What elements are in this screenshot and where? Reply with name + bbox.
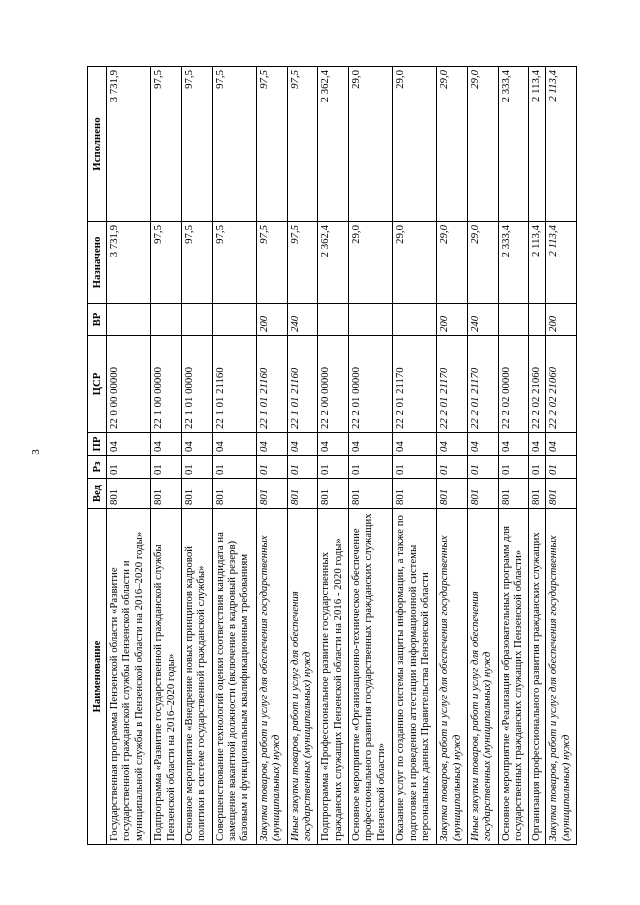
cell-rz: 01 bbox=[287, 456, 318, 479]
header-plan: Назначено bbox=[88, 222, 107, 304]
cell-csr: 22 1 01 00000 bbox=[181, 336, 212, 433]
cell-vr: 200 bbox=[546, 304, 577, 336]
header-vr: ВР bbox=[88, 304, 107, 336]
cell-done: 97,5 bbox=[181, 67, 212, 222]
cell-vr: 200 bbox=[437, 304, 468, 336]
cell-vr bbox=[318, 304, 349, 336]
cell-done: 97,5 bbox=[287, 67, 318, 222]
cell-ved: 801 bbox=[151, 479, 182, 509]
cell-ved: 801 bbox=[256, 479, 287, 509]
cell-name: Основное мероприятие «Внедрение новых принципов кадровой политики в системе государственной гражданской службы» bbox=[181, 509, 212, 845]
cell-plan: 2 362,4 bbox=[318, 222, 349, 304]
table-row bbox=[529, 67, 546, 845]
cell-plan: 97,5 bbox=[151, 222, 182, 304]
cell-rz: 01 bbox=[393, 456, 437, 479]
cell-done: 2 113,4 bbox=[529, 67, 546, 222]
table-row bbox=[318, 67, 349, 845]
cell-pr: 04 bbox=[393, 433, 437, 456]
cell-plan: 2 333,4 bbox=[498, 222, 529, 304]
header-csr: ЦСР bbox=[88, 336, 107, 433]
cell-name: Совершенствование технологий оценки соответствия кандидата на замещение вакантной должности (включение в кадровый резерв) базовым и функциональным квалификационным требованиям bbox=[212, 509, 256, 845]
header-ved: Вед bbox=[88, 479, 107, 509]
cell-vr bbox=[181, 304, 212, 336]
cell-csr: 22 2 02 21060 bbox=[529, 336, 546, 433]
cell-ved: 801 bbox=[107, 479, 151, 509]
cell-done: 29,0 bbox=[468, 67, 499, 222]
cell-done: 3 731,9 bbox=[107, 67, 151, 222]
cell-vr bbox=[529, 304, 546, 336]
cell-pr: 04 bbox=[181, 433, 212, 456]
cell-pr: 04 bbox=[468, 433, 499, 456]
cell-vr: 200 bbox=[256, 304, 287, 336]
cell-plan: 97,5 bbox=[287, 222, 318, 304]
rotated-table-wrapper bbox=[87, 67, 577, 845]
cell-rz: 01 bbox=[437, 456, 468, 479]
cell-name: Иные закупки товаров, работ и услуг для обеспечения государственных (муниципальных) нужд bbox=[287, 509, 318, 845]
cell-name: Закупка товаров, работ и услуг для обеспечения государственных (муниципальных) нужд bbox=[437, 509, 468, 845]
cell-done: 29,0 bbox=[393, 67, 437, 222]
cell-rz: 01 bbox=[468, 456, 499, 479]
cell-pr: 04 bbox=[318, 433, 349, 456]
budget-table bbox=[87, 66, 577, 845]
cell-vr: 240 bbox=[468, 304, 499, 336]
cell-done: 97,5 bbox=[256, 67, 287, 222]
cell-csr: 22 2 02 00000 bbox=[498, 336, 529, 433]
cell-name: Иные закупки товаров, работ и услуг для обеспечения государственных (муниципальных) нужд bbox=[468, 509, 499, 845]
table-row bbox=[107, 67, 151, 845]
cell-rz: 01 bbox=[107, 456, 151, 479]
cell-name: Подпрограмма «Профессиональное развитие государственных гражданских служащих Пензенской области на 2016 - 2020 годы» bbox=[318, 509, 349, 845]
table-row bbox=[468, 67, 499, 845]
table-row bbox=[212, 67, 256, 845]
cell-pr: 04 bbox=[348, 433, 392, 456]
cell-rz: 01 bbox=[256, 456, 287, 479]
cell-rz: 01 bbox=[151, 456, 182, 479]
cell-done: 97,5 bbox=[151, 67, 182, 222]
cell-plan: 29,0 bbox=[437, 222, 468, 304]
cell-ved: 801 bbox=[318, 479, 349, 509]
cell-name: Оказание услуг по созданию системы защиты информации, а также по подготовке и проведению аттестации информационной системы персональных данных Правительства Пензенской области bbox=[393, 509, 437, 845]
cell-pr: 04 bbox=[437, 433, 468, 456]
cell-csr: 22 1 00 00000 bbox=[151, 336, 182, 433]
cell-vr bbox=[498, 304, 529, 336]
cell-rz: 01 bbox=[181, 456, 212, 479]
table-row bbox=[181, 67, 212, 845]
cell-csr: 22 1 01 21160 bbox=[287, 336, 318, 433]
cell-plan: 29,0 bbox=[348, 222, 392, 304]
cell-ved: 801 bbox=[181, 479, 212, 509]
page-number: 3 bbox=[30, 449, 42, 455]
cell-plan: 2 113,4 bbox=[546, 222, 577, 304]
cell-csr: 22 2 01 21170 bbox=[468, 336, 499, 433]
cell-rz: 01 bbox=[498, 456, 529, 479]
cell-pr: 04 bbox=[107, 433, 151, 456]
cell-csr: 22 1 01 21160 bbox=[256, 336, 287, 433]
cell-name: Закупка товаров, работ и услуг для обеспечения государственных (муниципальных) нужд bbox=[256, 509, 287, 845]
cell-pr: 04 bbox=[287, 433, 318, 456]
cell-csr: 22 2 01 21170 bbox=[437, 336, 468, 433]
cell-csr: 22 2 01 21170 bbox=[393, 336, 437, 433]
cell-pr: 04 bbox=[212, 433, 256, 456]
cell-pr: 04 bbox=[498, 433, 529, 456]
header-name: Наименование bbox=[88, 509, 107, 845]
cell-name: Организация профессионального развития гражданских служащих bbox=[529, 509, 546, 845]
cell-plan: 97,5 bbox=[181, 222, 212, 304]
cell-done: 2 113,4 bbox=[546, 67, 577, 222]
cell-vr bbox=[393, 304, 437, 336]
cell-csr: 22 2 00 00000 bbox=[318, 336, 349, 433]
cell-vr bbox=[212, 304, 256, 336]
cell-done: 29,0 bbox=[348, 67, 392, 222]
table-row bbox=[348, 67, 392, 845]
table-row bbox=[393, 67, 437, 845]
cell-ved: 801 bbox=[348, 479, 392, 509]
cell-rz: 01 bbox=[318, 456, 349, 479]
cell-plan: 29,0 bbox=[468, 222, 499, 304]
cell-ved: 801 bbox=[546, 479, 577, 509]
cell-ved: 801 bbox=[468, 479, 499, 509]
cell-plan: 3 731,9 bbox=[107, 222, 151, 304]
cell-ved: 801 bbox=[393, 479, 437, 509]
cell-name: Закупка товаров, работ и услуг для обеспечения государственных (муниципальных) нужд bbox=[546, 509, 577, 845]
cell-vr bbox=[348, 304, 392, 336]
cell-csr: 22 1 01 21160 bbox=[212, 336, 256, 433]
table-row bbox=[498, 67, 529, 845]
cell-pr: 04 bbox=[256, 433, 287, 456]
header-done: Исполнено bbox=[88, 67, 107, 222]
table-row bbox=[151, 67, 182, 845]
cell-done: 97,5 bbox=[212, 67, 256, 222]
table-row bbox=[256, 67, 287, 845]
cell-ved: 801 bbox=[287, 479, 318, 509]
cell-pr: 04 bbox=[151, 433, 182, 456]
cell-name: Основное мероприятие «Организационно-техническое обеспечение профессионального развития государственных гражданских служащих Пензенской области» bbox=[348, 509, 392, 845]
table-row bbox=[437, 67, 468, 845]
cell-ved: 801 bbox=[498, 479, 529, 509]
cell-pr: 04 bbox=[546, 433, 577, 456]
table-row bbox=[546, 67, 577, 845]
cell-done: 2 362,4 bbox=[318, 67, 349, 222]
cell-ved: 801 bbox=[212, 479, 256, 509]
cell-rz: 01 bbox=[546, 456, 577, 479]
cell-plan: 29,0 bbox=[393, 222, 437, 304]
cell-csr: 22 0 00 00000 bbox=[107, 336, 151, 433]
cell-rz: 01 bbox=[348, 456, 392, 479]
cell-plan: 2 113,4 bbox=[529, 222, 546, 304]
cell-plan: 97,5 bbox=[256, 222, 287, 304]
cell-plan: 97,5 bbox=[212, 222, 256, 304]
header-rz: Рз bbox=[88, 456, 107, 479]
cell-csr: 22 2 01 00000 bbox=[348, 336, 392, 433]
header-pr: ПР bbox=[88, 433, 107, 456]
cell-vr bbox=[151, 304, 182, 336]
table-header-row bbox=[88, 67, 107, 845]
cell-rz: 01 bbox=[529, 456, 546, 479]
cell-name: Основное мероприятие «Реализация образовательных программ для государственных гражданских служащих Пензенской области» bbox=[498, 509, 529, 845]
cell-ved: 801 bbox=[437, 479, 468, 509]
cell-done: 2 333,4 bbox=[498, 67, 529, 222]
cell-csr: 22 2 02 21060 bbox=[546, 336, 577, 433]
cell-vr bbox=[107, 304, 151, 336]
cell-rz: 01 bbox=[212, 456, 256, 479]
cell-name: Подпрограмма «Развитие государственной гражданской службы Пензенской области на 2016–2020 годы» bbox=[151, 509, 182, 845]
cell-vr: 240 bbox=[287, 304, 318, 336]
table-row bbox=[287, 67, 318, 845]
cell-done: 29,0 bbox=[437, 67, 468, 222]
cell-name: Государственная программа Пензенской области «Развитие государственной гражданской службы Пензенской области и муниципальной службы в Пензенской области на 2016–2020 годы» bbox=[107, 509, 151, 845]
cell-pr: 04 bbox=[529, 433, 546, 456]
cell-ved: 801 bbox=[529, 479, 546, 509]
